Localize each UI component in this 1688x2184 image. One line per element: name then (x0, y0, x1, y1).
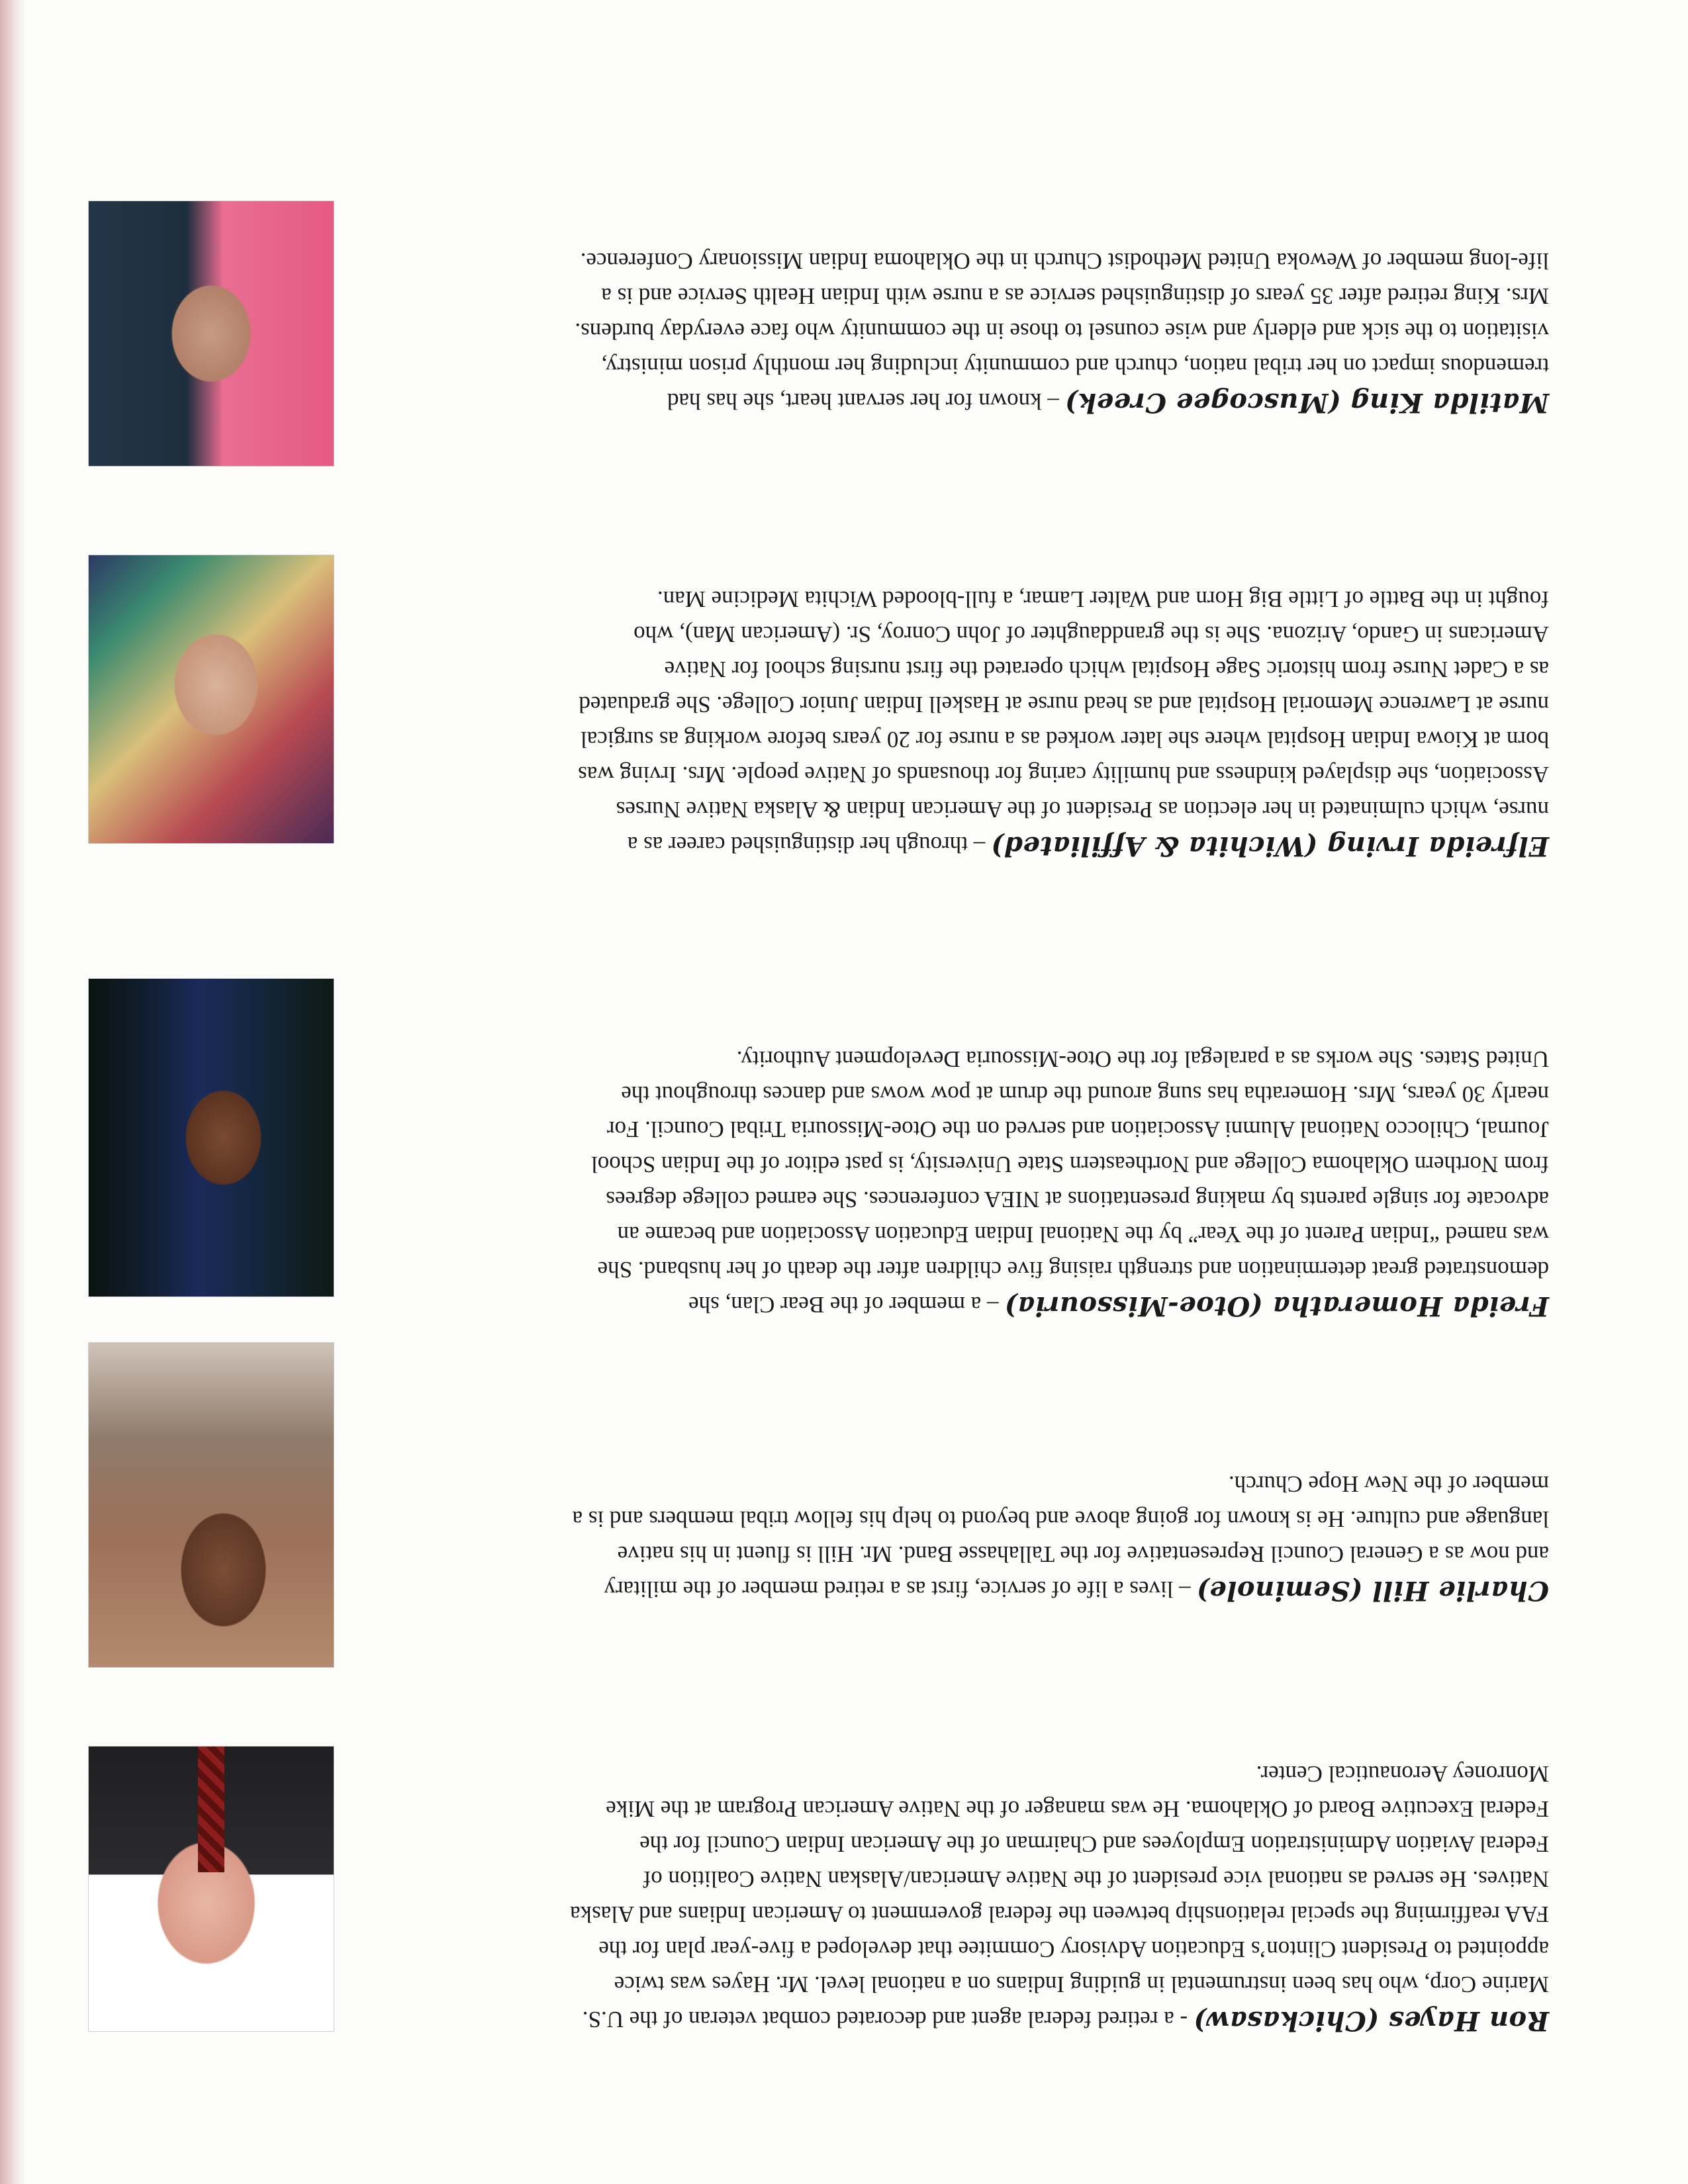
entry-elfreida-irving (569, 582, 1549, 864)
entry-name: Ron Hayes (Chickasaw) (1193, 2005, 1549, 2036)
entry-name: Freida Homeratha (Otoe-Missouria) (1004, 1291, 1549, 1322)
entry-text: – a member of the Bear Clan, she demonstrated great determination and strength raising five children after the death of her husband. She was named “Indian Parent of the Year” by the National Indian Education Association and became an advocate for single parents by making presentations at NIEA conferences. She earned college degrees from Northern Oklahoma College and Northeastern State University, is past editor of the Indian School Journal, Chilocco National Alumni Association and served on the Otoe-Missouria Tribal Council. For nearly 30 years, Mrs. Homeratha has sung around the drum at pow wows and dances throughout the United States. She works as a paralegal for the Otoe-Missouria Development Authority. (591, 1046, 1549, 1318)
entry-paragraph (569, 582, 1549, 864)
portrait-photo-ron-hayes (88, 1746, 334, 2032)
entry-name: Charlie Hill (Seminole) (1196, 1575, 1549, 1606)
portrait-photo-matilda-king (88, 201, 334, 467)
entry-text: – through her distinguished career as a nurse, which culminated in her election as President of the American Indian & Alaska Native Nurses Association, she displayed kindness and humility caring for thousands of Native people. Mrs. Irving was born at Kiowa Indian Hospital where she later worked as a nurse for 20 years before working as surgical nurse at Lawrence Memorial Hospital and as head nurse at Haskell Indian Junior College. She graduated as a Cadet Nurse from historic Sage Hospital which operated the first nursing school for Native Americans in Gando, Arizona. She is the granddaughter of John Conroy, Sr. (American Man), who fought in the Battle of Little Big Horn and Walter Lamar, a full-blooded Wichita Medicine Man. (578, 586, 1549, 858)
entry-paragraph (569, 244, 1549, 420)
entry-text: - a retired federal agent and decorated combat veteran of the U.S. Marine Corp, who has been instrumental in guiding Indians on a national level. Mr. Hayes was twice appointed to President Clinton’s Education Advisory Commitee that developed a five-year plan for the FAA reaffirming the special relationship between the federal government to American Indians and Alaska Natives. He served as national vice president of the Native American/Alaskan Native Coalition of Federal Aviation Administration Employees and Chairman of the American Indian Council for the Federal Executive Board of Oklahoma. He was manager of the Native American Program at the Mike Monroney Aeronautical Center. (570, 1761, 1549, 2032)
entry-paragraph (569, 1042, 1549, 1324)
entry-charlie-hill (569, 1467, 1549, 1608)
entry-ron-hayes (569, 1756, 1549, 2038)
portrait-photo-freida-homeratha (88, 978, 334, 1297)
entry-paragraph (569, 1467, 1549, 1608)
entry-paragraph (569, 1756, 1549, 2038)
entry-name: Matilda King (Muscogee Creek) (1064, 387, 1549, 418)
entry-matilda-king (569, 244, 1549, 420)
entry-freida-homeratha (569, 1042, 1549, 1324)
entry-text: – lives a life of service, first as a retired member of the military and now as a General Council Representative for the Tallahasse Band. Mr. Hill is fluent in his native language and culture. He is known for going above and beyond to help his fellow tribal members and is a member of the New Hope Church. (572, 1471, 1549, 1602)
portrait-photo-charlie-hill (88, 1342, 334, 1668)
page-edge (0, 0, 26, 2184)
portrait-photo-elfreida-irving (88, 555, 334, 844)
entry-name: Elfreida Irving (Wichita & Affiliated) (990, 831, 1549, 862)
entry-text: – known for her servant heart, she has had tremendous impact on her tribal nation, church and community including her monthly prison ministry, visitation to the sick and elderly and wise counsel to those in the community who face everyday burdens. Mrs. King retired after 35 years of distinguished service as a nurse with Indian Health Service and is a life-long member of Wewoka United Methodist Church in the Oklahoma Indian Missionary Conference. (575, 248, 1549, 414)
